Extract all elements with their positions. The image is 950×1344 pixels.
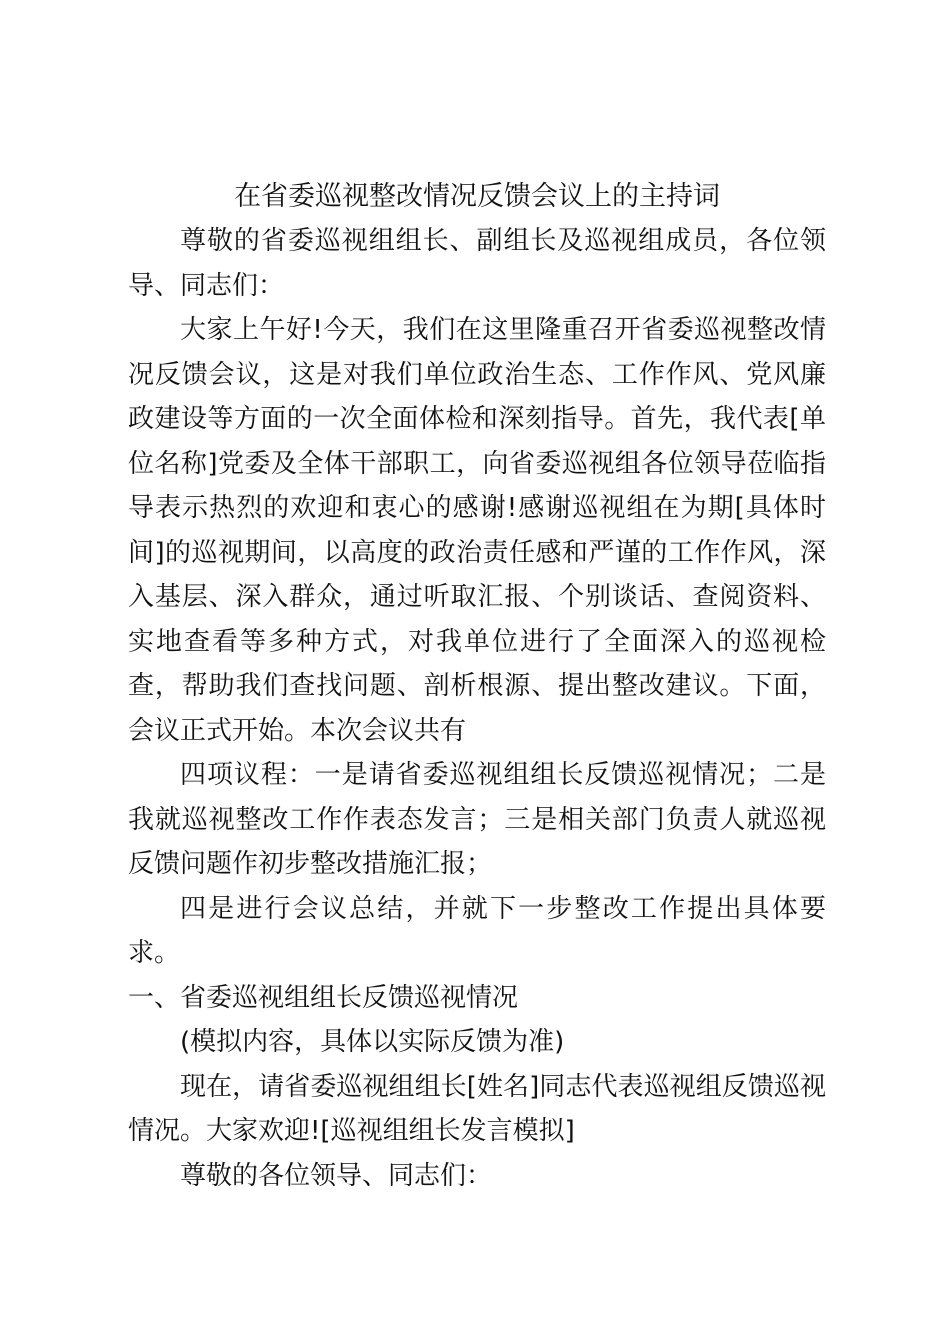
section-heading: 一、省委巡视组组长反馈巡视情况 (128, 982, 519, 1013)
opening-paragraph: 大家上午好!今天，我们在这里隆重召开省委巡视整改情况反馈会议，这是对我们单位政治生态、工作作风、党风廉政建设等方面的一次全面体检和深刻指导。首先，我代表[单位名称]党委及全体干部职工，向省委巡视组各位领导莅临指导表示热烈的欢迎和衷心的感谢!感谢巡视组在为期[具体时间]的巡视期间，以高度的政治责任感和严谨的工作作风，深入基层、深入群众，通过听取汇报、个别谈话、查阅资料、实地查看等多种方式，对我单位进行了全面深入的巡视检查，帮助我们查找问题、剖析根源、提出整改建议。下面，会议正式开始。本次会议共有 (128, 315, 826, 746)
document-body (128, 175, 826, 1198)
document-title: 在省委巡视整改情况反馈会议上的主持词 (234, 181, 720, 212)
agenda-paragraph: 四项议程：一是请省委巡视组组长反馈巡视情况；二是我就巡视整改工作作表态发言；三是相关部门负责人就巡视反馈问题作初步整改措施汇报； (128, 760, 826, 879)
simulation-note: (模拟内容，具体以实际反馈为准) (180, 1027, 565, 1057)
invitation-paragraph: 现在，请省委巡视组组长[姓名]同志代表巡视组反馈巡视情况。大家欢迎![巡视组组长发言模拟] (128, 1071, 826, 1146)
closing-salutation: 尊敬的各位领导、同志们： (180, 1160, 493, 1191)
salutation-paragraph: 尊敬的省委巡视组组长、副组长及巡视组成员，各位领导、同志们： (128, 226, 826, 301)
agenda-item-four: 四是进行会议总结，并就下一步整改工作提出具体要求。 (128, 893, 826, 968)
